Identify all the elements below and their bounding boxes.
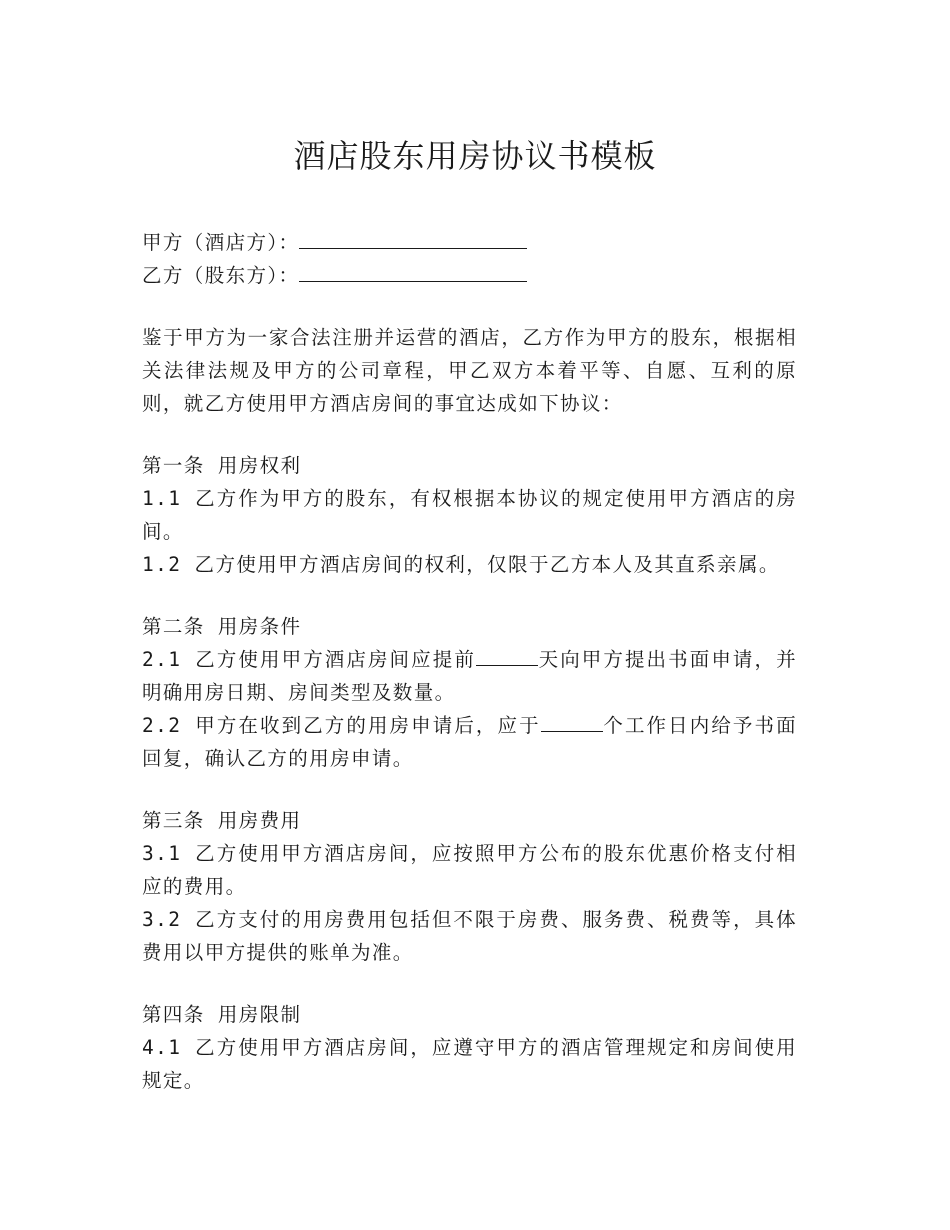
article-heading: 第二条 用房条件 <box>142 615 302 638</box>
party-b-line <box>142 259 797 292</box>
clause: 1.2 乙方使用甲方酒店房间的权利，仅限于乙方本人及其直系亲属。 <box>142 553 780 576</box>
party-b-label: 乙方（股东方）： <box>142 264 300 287</box>
clause-text-after: 个工作日内给予书面回复，确认乙方的用房申请。 <box>142 714 797 770</box>
preamble: 鉴于甲方为一家合法注册并运营的酒店，乙方作为甲方的股东，根据相关法律法规及甲方的公司章程，甲乙双方本着平等、自愿、互利的原则，就乙方使用甲方酒店房间的事宜达成如下协议： <box>142 326 797 415</box>
clause: 3.1 乙方使用甲方酒店房间，应按照甲方公布的股东优惠价格支付相应的费用。 <box>142 842 797 898</box>
clause: 4.1 乙方使用甲方酒店房间，应遵守甲方的酒店管理规定和房间使用规定。 <box>142 1036 797 1092</box>
spacer <box>142 581 797 610</box>
document-title: 酒店股东用房协议书模板 <box>293 137 657 175</box>
party-a-blank <box>299 226 527 249</box>
spacer <box>142 969 797 998</box>
spacer <box>142 292 797 321</box>
spacer <box>142 775 797 804</box>
clause-text-before: 2.1 乙方使用甲方酒店房间应提前 <box>142 648 476 671</box>
party-a-label: 甲方（酒店方）： <box>142 231 300 254</box>
article-heading: 第三条 用房费用 <box>142 809 302 832</box>
clause-text-after: 天向甲方提出书面申请，并明确用房日期、房间类型及数量。 <box>142 648 797 704</box>
article-heading: 第四条 用房限制 <box>142 1003 302 1026</box>
spacer <box>142 420 797 449</box>
party-a-line <box>142 226 797 259</box>
party-b-blank <box>299 259 527 282</box>
clause: 3.2 乙方支付的用房费用包括但不限于房费、服务费、税费等，具体费用以甲方提供的账单为准。 <box>142 908 797 964</box>
clause <box>142 709 797 775</box>
clause: 1.1 乙方作为甲方的股东，有权根据本协议的规定使用甲方酒店的房间。 <box>142 487 797 543</box>
days-blank <box>476 643 538 666</box>
clause <box>142 643 797 709</box>
article-heading: 第一条 用房权利 <box>142 454 302 477</box>
document-body <box>142 226 797 1097</box>
clause-text-before: 2.2 甲方在收到乙方的用房申请后，应于 <box>142 714 541 737</box>
workdays-blank <box>541 709 603 732</box>
